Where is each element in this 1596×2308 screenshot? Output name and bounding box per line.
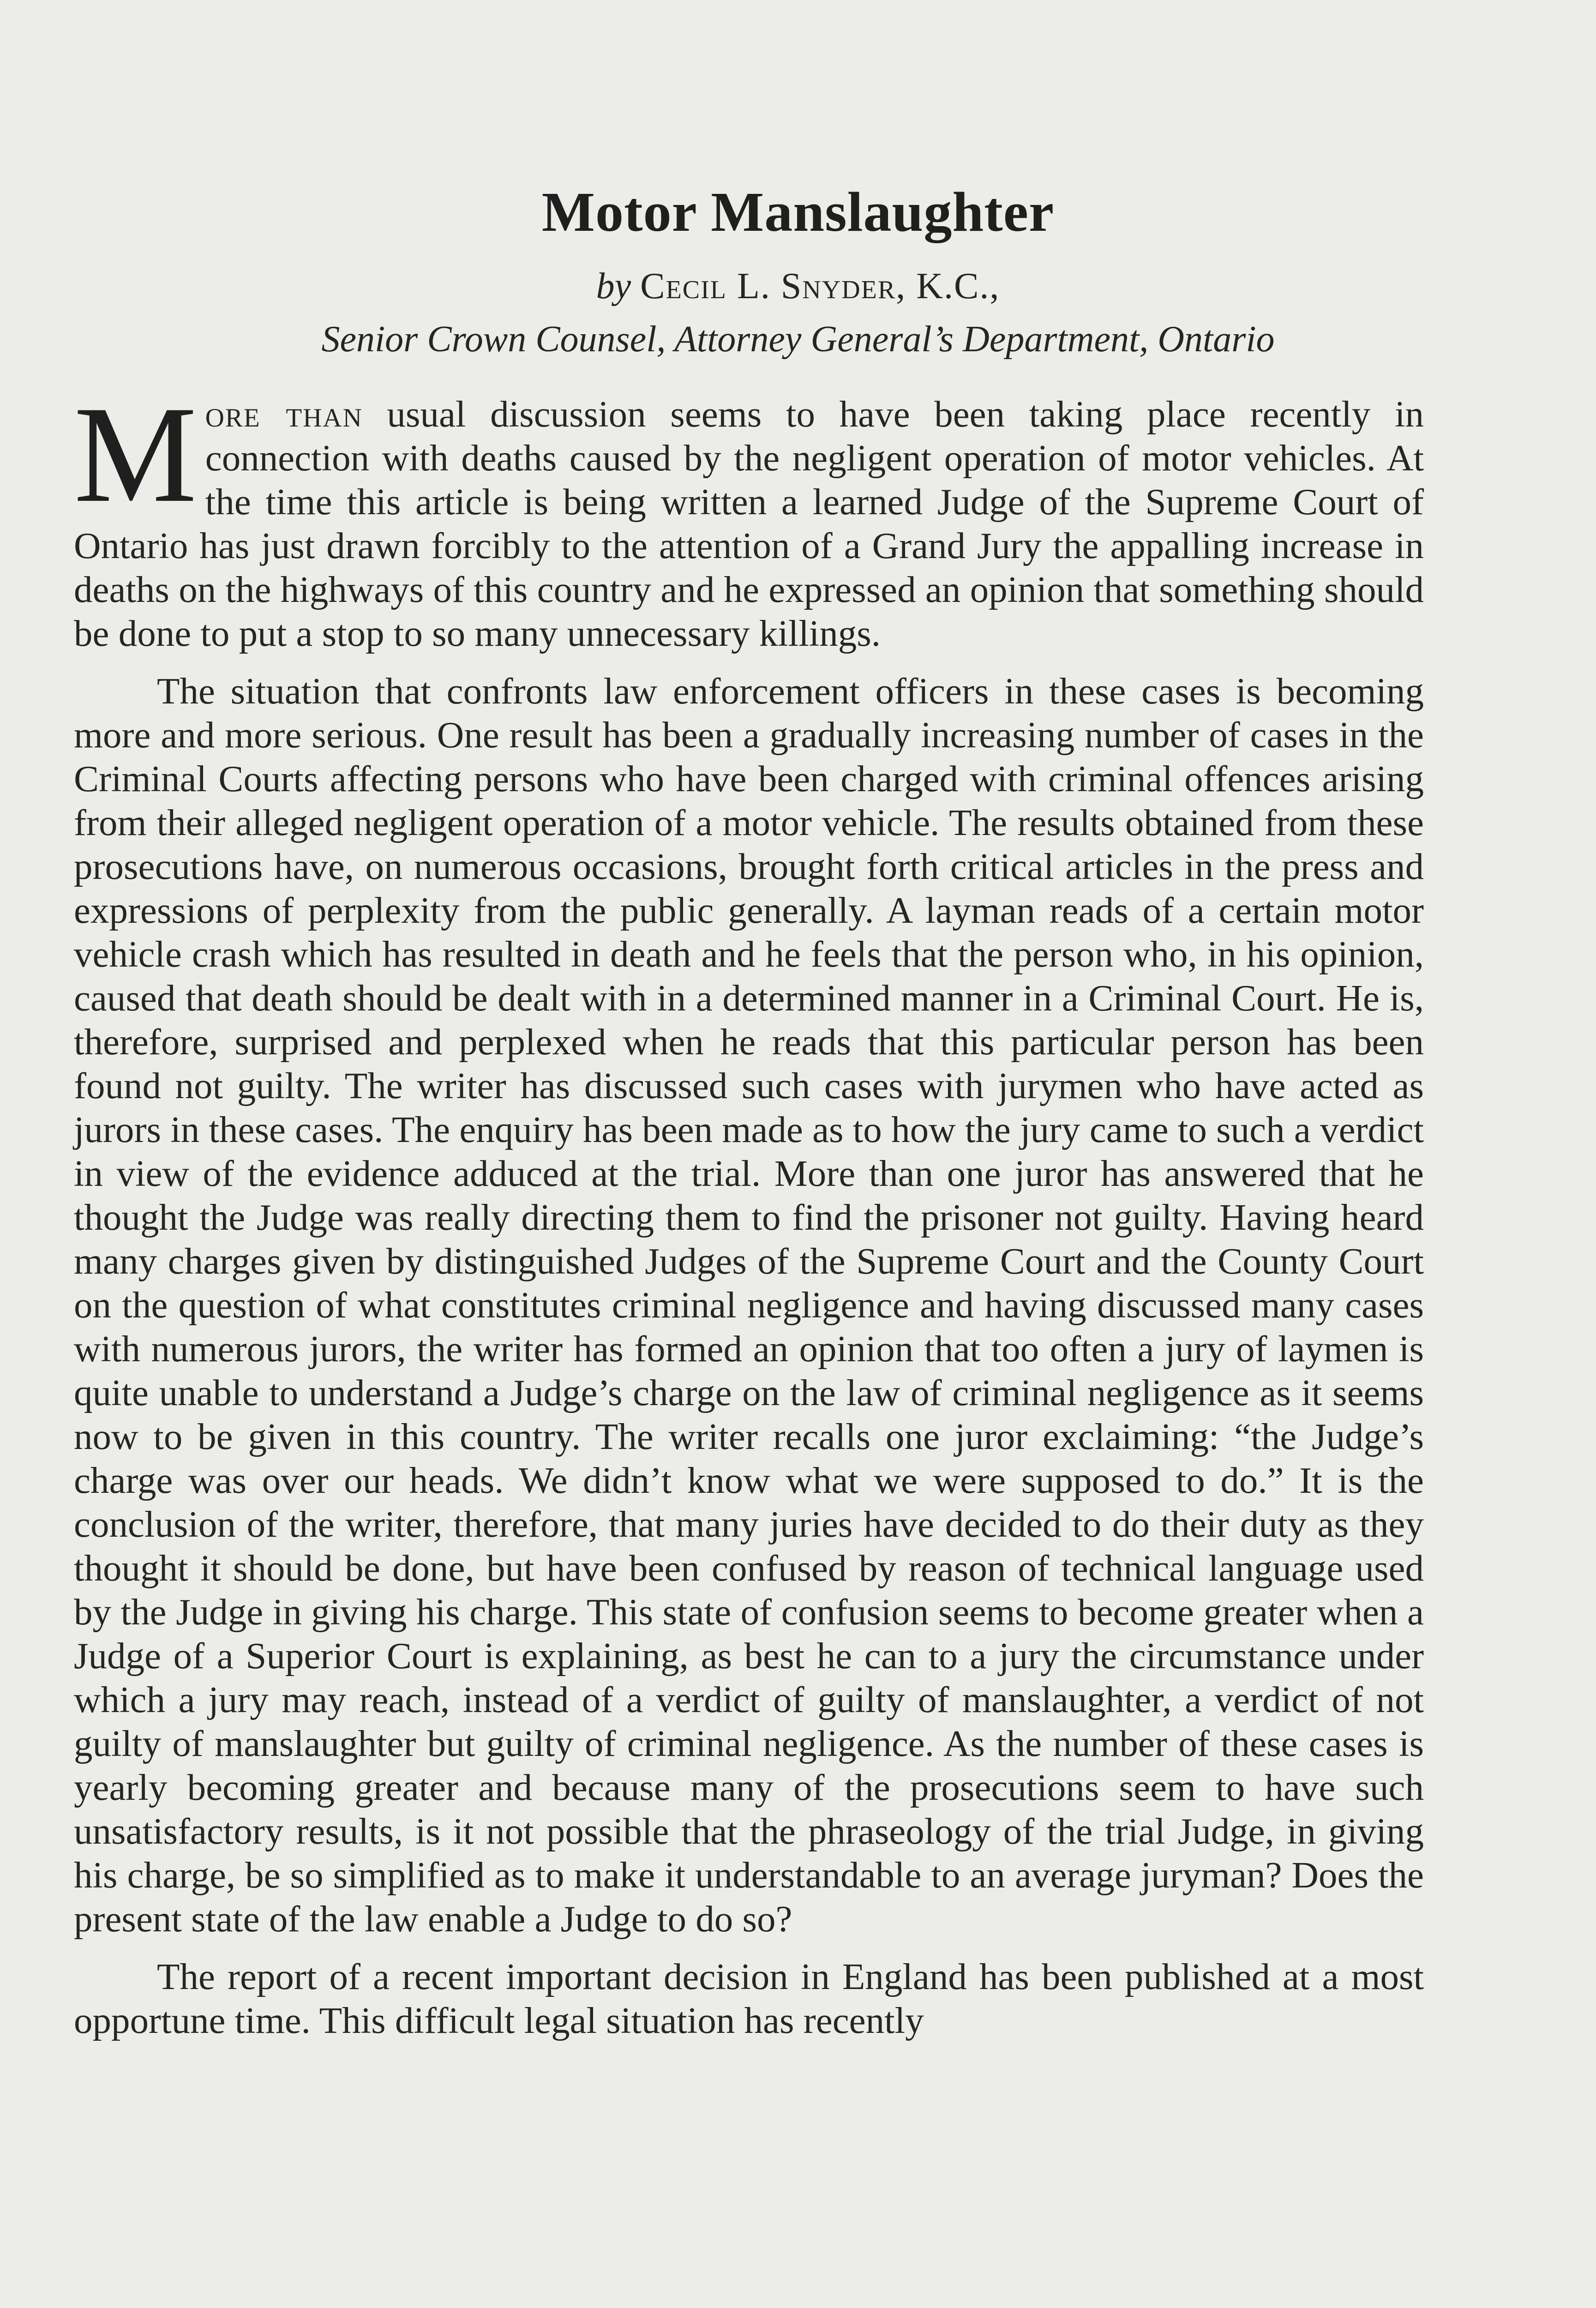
paragraph-3: The report of a recent important decision in England has been published at a most opportune time. This difficult legal situation has recently [74, 1956, 1424, 2041]
author-name: Cecil L. Snyder, K.C., [640, 266, 1000, 307]
article-body [74, 378, 1424, 2056]
author-affiliation: Senior Crown Counsel, Attorney General’s Department, Ontario [321, 319, 1275, 360]
byline-prefix: by [596, 266, 631, 307]
byline [0, 265, 1596, 307]
paragraph-1 [74, 378, 1424, 655]
paragraph-2: The situation that confronts law enforcement officers in these cases is becoming more and more serious. One result has been a gradually increasing number of cases in the Criminal Courts affecting persons who have been charged with criminal offences arising from their alleged negligent operation of a motor vehicle. The results obtained from these prosecutions have, on numerous occasions, brought forth critical articles in the press and expressions of perplexity from the public generally. A layman reads of a certain motor vehicle crash which has resulted in death and he feels that the person who, in his opinion, caused that death should be dealt with in a determined manner in a Criminal Court. He is, therefore, surprised and perplexed when he reads that this particular person has been found not guilty. The writer has discussed such cases with jurymen who have acted as jurors in these cases. The enquiry has been made as to how the jury came to such a verdict in view of the evidence adduced at the trial. More than one juror has answered that he thought the Judge was really directing them to find the prisoner not guilty. Having heard many charges given by distinguished Judges of the Supreme Court and the County Court on the question of what constitutes criminal negligence and having discussed many cases with numerous jurors, the writer has formed an opinion that too often a jury of laymen is quite unable to understand a Judge’s charge on the law of criminal negligence as it seems now to be given in this country. The writer recalls one juror exclaiming: “the Judge’s charge was over our heads. We didn’t know what we were supposed to do.” It is the conclusion of the writer, therefore, that many juries have decided to do their duty as they thought it should be done, but have been confused by reason of technical language used by the Judge in giving his charge. This state of confusion seems to become greater when a Judge of a Superior Court is explaining, as best he can to a jury the circumstance under which a jury may reach, instead of a verdict of guilty of manslaughter, a verdict of not guilty of manslaughter but guilty of criminal negligence. As the number of these cases is yearly becoming greater and because many of the prosecutions seem to have such unsatisfactory results, is it not possible that the phraseology of the trial Judge, in giving his charge, be so simplified as to make it understandable to an average juryman? Does the present state of the law enable a Judge to do so? [74, 670, 1424, 1940]
lead-in-smallcaps: ore than [205, 393, 363, 435]
article-title: Motor Manslaughter [541, 181, 1055, 243]
drop-cap: M [74, 378, 197, 531]
paragraph-1-text: usual discussion seems to have been taking place recently in connection with deaths caused by the negligent operation of motor vehicles. At the time this article is being written a learned Judge of the Supreme Court of Ontario has just drawn forcibly to the attention of a Grand Jury the appalling increase in deaths on the highways of this country and he expressed an opinion that something should be done to put a stop to so many unnecessary killings. [74, 393, 1424, 654]
